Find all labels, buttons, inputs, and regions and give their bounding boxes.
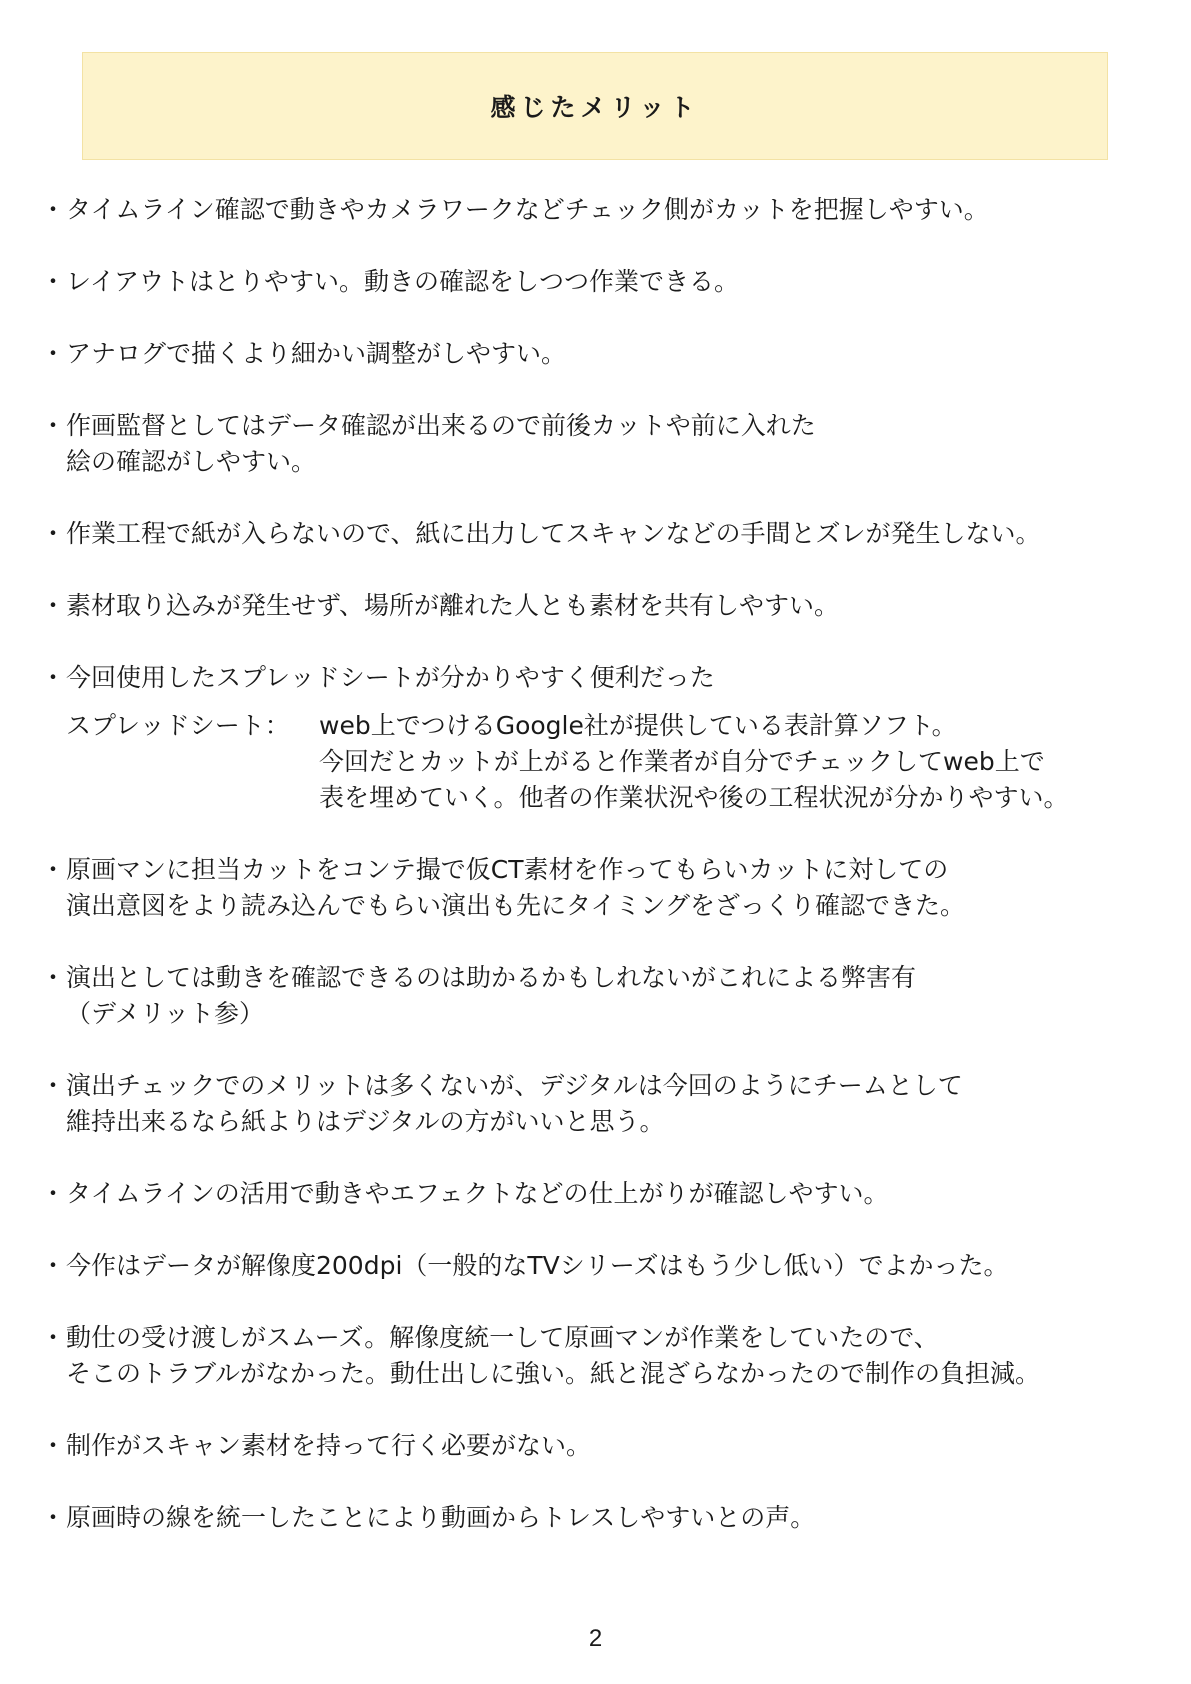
item-text: 演出意図をより読み込んでもらい演出も先にタイミングをざっくり確認できた。 bbox=[66, 891, 966, 920]
bullet: ・ bbox=[40, 1251, 66, 1280]
item-text: 制作がスキャン素材を持って行く必要がない。 bbox=[66, 1431, 592, 1460]
definition-term: スプレッドシート： bbox=[66, 711, 290, 740]
list-item bbox=[40, 1068, 1170, 1140]
spreadsheet-definition bbox=[66, 708, 1170, 816]
page-number: 2 bbox=[588, 1625, 603, 1652]
list-item bbox=[40, 408, 1170, 480]
bullet: ・ bbox=[40, 963, 66, 992]
item-text: 原画マンに担当カットをコンテ撮で仮CT素材を作ってもらいカットに対しての bbox=[66, 855, 949, 884]
definition-text: web上でつけるGoogle社が提供している表計算ソフト。 bbox=[319, 711, 957, 740]
item-text: 今作はデータが解像度200dpi（一般的なTVシリーズはもう少し低い）でよかった。 bbox=[66, 1251, 1009, 1280]
section-title: 感じたメリット bbox=[490, 93, 700, 122]
item-text: 演出チェックでのメリットは多くないが、デジタルは今回のようにチームとして bbox=[66, 1071, 963, 1100]
list-item bbox=[40, 192, 1170, 228]
list-item bbox=[40, 852, 1170, 924]
list-item bbox=[40, 1248, 1170, 1284]
item-text: 作画監督としてはデータ確認が出来るので前後カットや前に入れた bbox=[66, 411, 816, 440]
list-item bbox=[40, 336, 1170, 372]
list-item bbox=[40, 1500, 1170, 1536]
item-text: （デメリット参） bbox=[66, 999, 265, 1028]
bullet: ・ bbox=[40, 855, 66, 884]
item-text: そこのトラブルがなかった。動仕出しに強い。紙と混ざらなかったので制作の負担減。 bbox=[66, 1359, 1041, 1388]
item-text: タイムライン確認で動きやカメラワークなどチェック側がカットを把握しやすい。 bbox=[66, 195, 989, 224]
bullet: ・ bbox=[40, 519, 66, 548]
definition-text: 表を埋めていく。他者の作業状況や後の工程状況が分かりやすい。 bbox=[319, 783, 1069, 812]
item-text: 動仕の受け渡しがスムーズ。解像度統一して原画マンが作業をしていたので、 bbox=[66, 1323, 939, 1352]
section-header bbox=[82, 52, 1108, 160]
bullet: ・ bbox=[40, 663, 66, 692]
list-item bbox=[40, 960, 1170, 1032]
merit-list bbox=[40, 192, 1170, 1572]
list-item bbox=[40, 588, 1170, 624]
bullet: ・ bbox=[40, 1431, 66, 1460]
item-text: 原画時の線を統一したことにより動画からトレスしやすいとの声。 bbox=[66, 1503, 816, 1532]
item-text: レイアウトはとりやすい。動きの確認をしつつ作業できる。 bbox=[66, 267, 740, 296]
list-item bbox=[40, 660, 1170, 696]
bullet: ・ bbox=[40, 267, 66, 296]
list-item bbox=[40, 1428, 1170, 1464]
item-text: 演出としては動きを確認できるのは助かるかもしれないがこれによる弊害有 bbox=[66, 963, 917, 992]
bullet: ・ bbox=[40, 591, 66, 620]
bullet: ・ bbox=[40, 195, 66, 224]
bullet: ・ bbox=[40, 1071, 66, 1100]
definition-text: 今回だとカットが上がると作業者が自分でチェックしてweb上で bbox=[319, 747, 1045, 776]
item-text: 維持出来るなら紙よりはデジタルの方がいいと思う。 bbox=[66, 1107, 665, 1136]
list-item bbox=[40, 1176, 1170, 1212]
item-text: 作業工程で紙が入らないので、紙に出力してスキャンなどの手間とズレが発生しない。 bbox=[66, 519, 1041, 548]
bullet: ・ bbox=[40, 1503, 66, 1532]
item-text: 素材取り込みが発生せず、場所が離れた人とも素材を共有しやすい。 bbox=[66, 591, 840, 620]
item-text: タイムラインの活用で動きやエフェクトなどの仕上がりが確認しやすい。 bbox=[66, 1179, 889, 1208]
list-item bbox=[40, 516, 1170, 552]
list-item bbox=[40, 264, 1170, 300]
bullet: ・ bbox=[40, 339, 66, 368]
item-text: 絵の確認がしやすい。 bbox=[66, 447, 317, 476]
bullet: ・ bbox=[40, 411, 66, 440]
item-text: アナログで描くより細かい調整がしやすい。 bbox=[66, 339, 567, 368]
item-text: 今回使用したスプレッドシートが分かりやすく便利だった bbox=[66, 663, 715, 692]
bullet: ・ bbox=[40, 1179, 66, 1208]
list-item bbox=[40, 1320, 1170, 1392]
bullet: ・ bbox=[40, 1323, 66, 1352]
